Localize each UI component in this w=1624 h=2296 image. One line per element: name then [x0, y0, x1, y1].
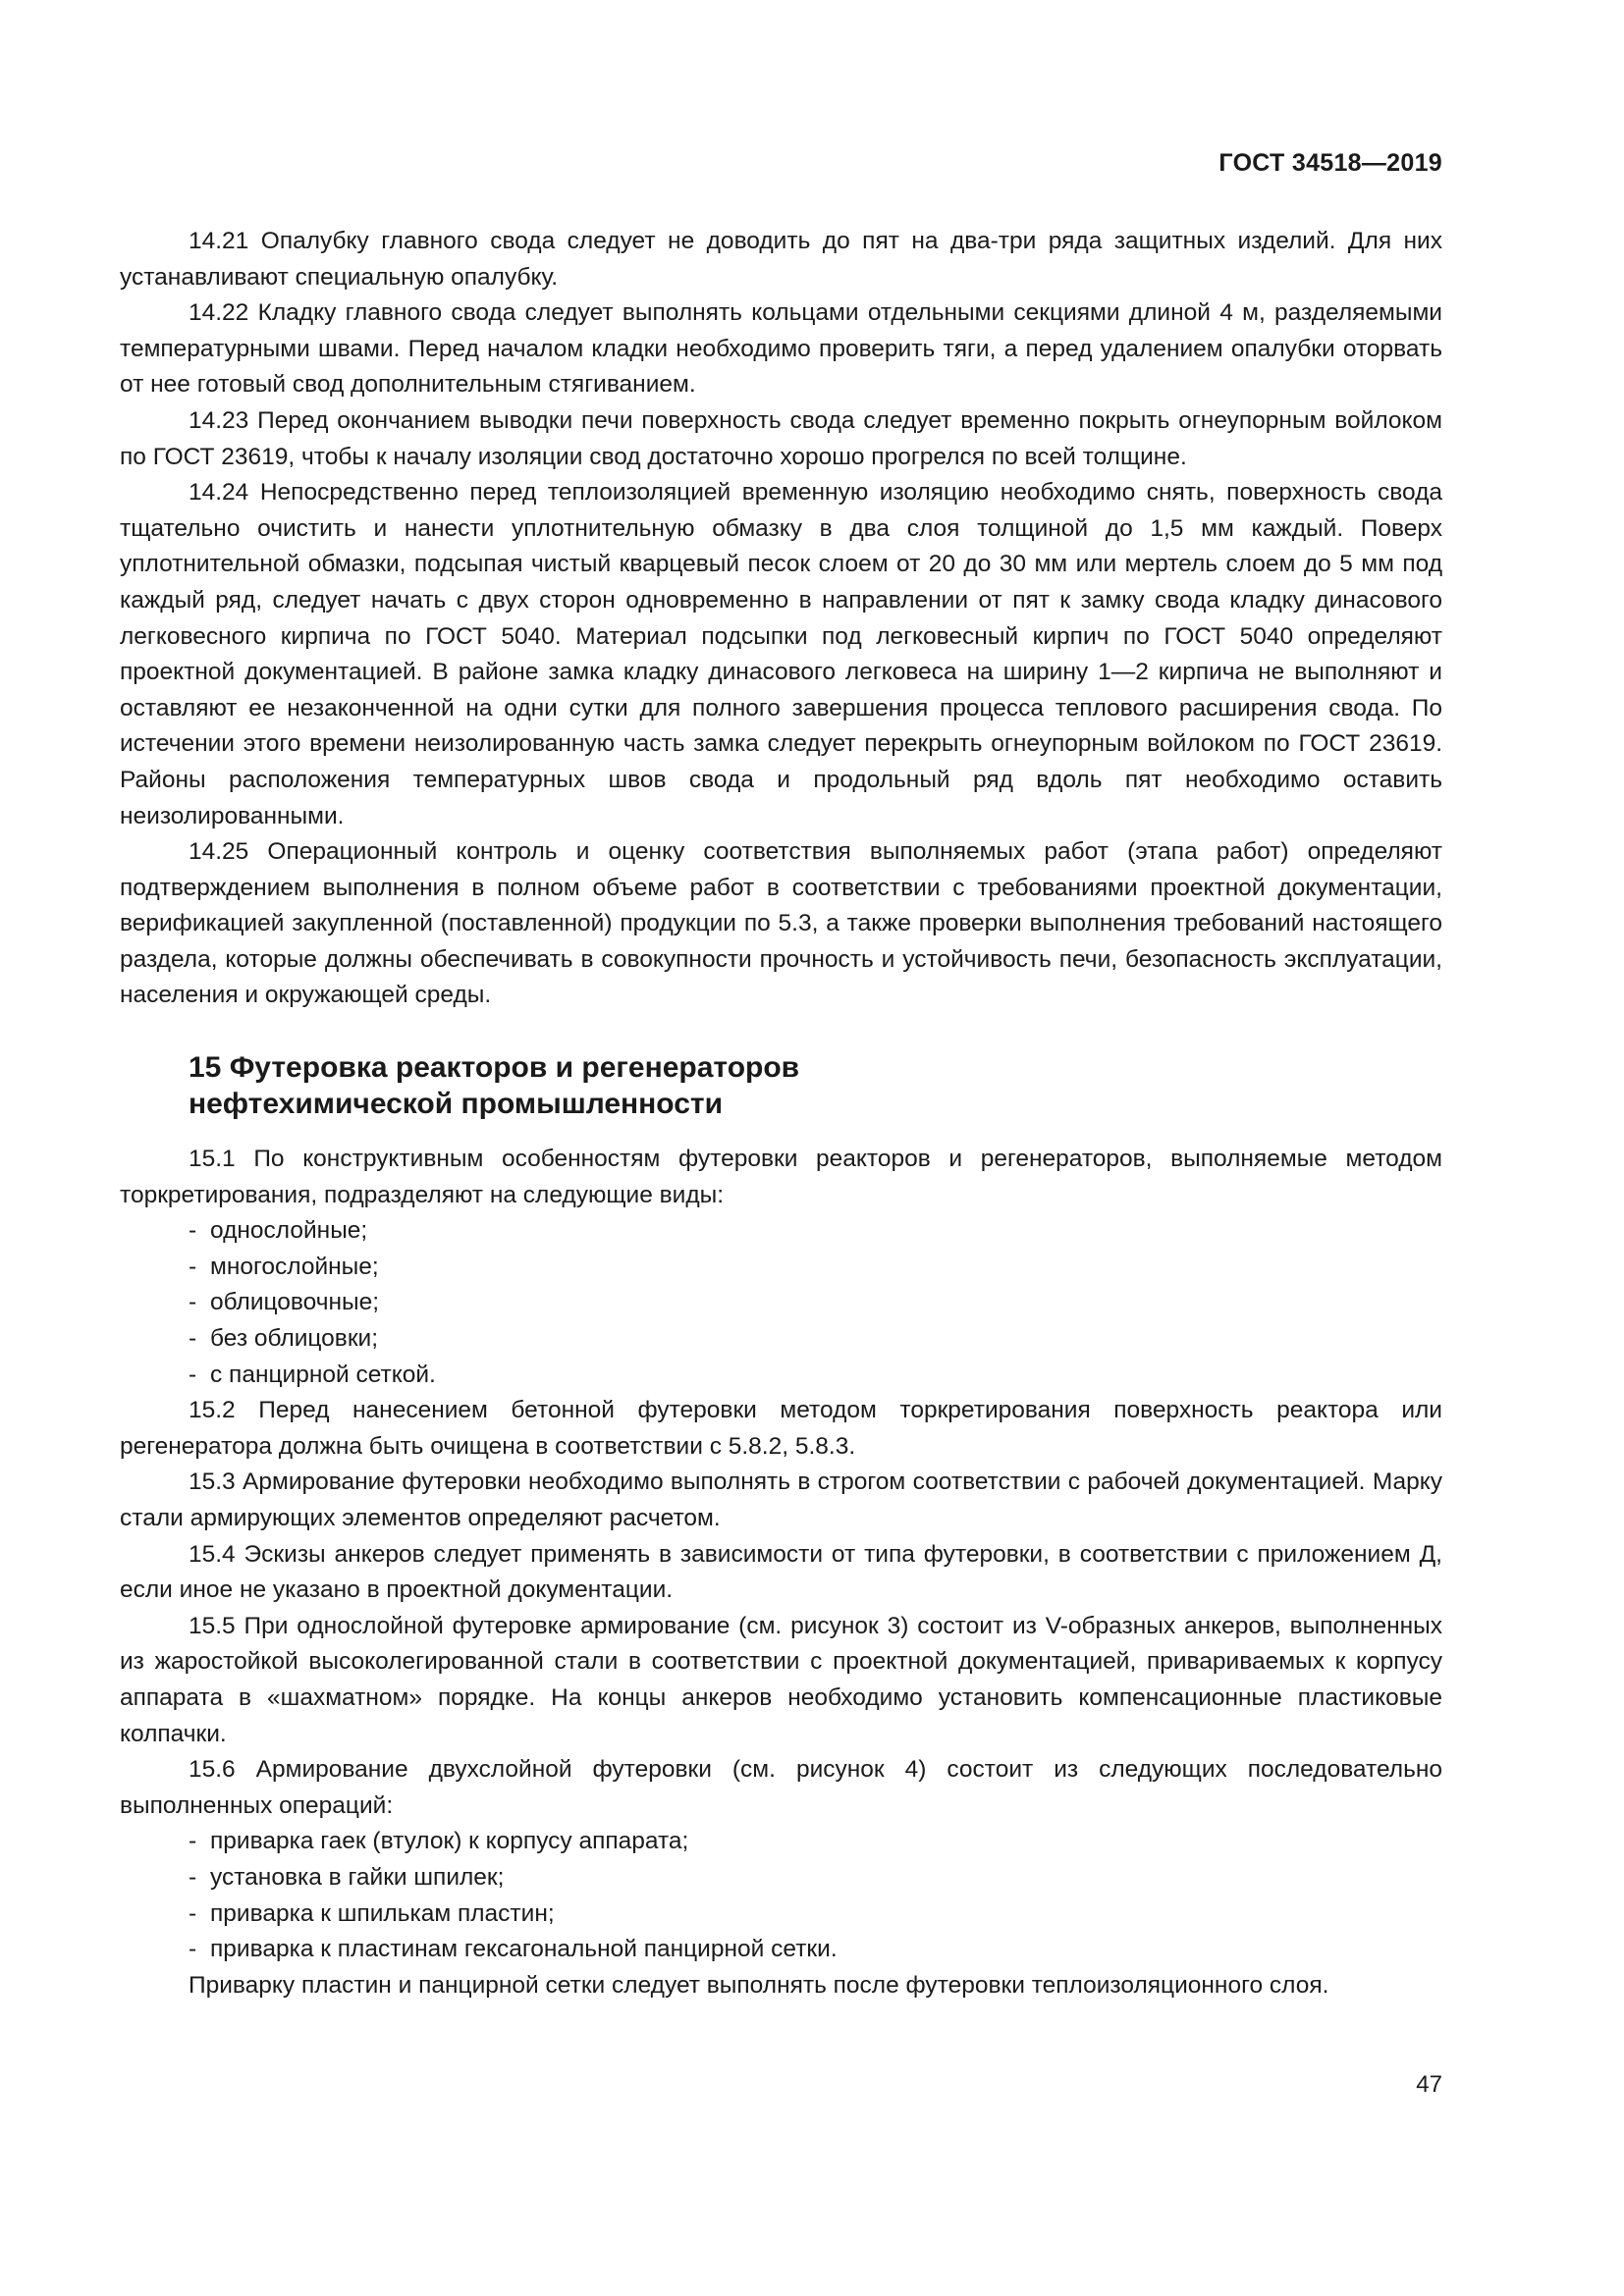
paragraph-15-6: 15.6 Армирование двухслойной футеровки (см. рисунок 4) состоит из следующих последовательно выполненных операций: — [120, 1756, 1442, 1819]
list-item-text: однослойные; — [210, 1217, 368, 1245]
dash-marker: - — [189, 1253, 197, 1280]
paragraph-15-4: 15.4 Эскизы анкеров следует применять в зависимости от типа футеровки, в соответствии с приложением Д, если иное не указано в проектной документации. — [120, 1540, 1442, 1604]
dash-marker: - — [189, 1217, 197, 1245]
dash-marker: - — [189, 1936, 197, 1963]
list-item — [189, 1824, 1442, 1860]
dash-marker: - — [189, 1863, 197, 1891]
list-item-text: приварка гаек (втулок) к корпусу аппарата; — [210, 1828, 689, 1855]
page-number: 47 — [1416, 2071, 1442, 2098]
section-15-title-line-2: нефтехимической промышленности — [189, 1088, 724, 1121]
document-code-header: ГОСТ 34518—2019 — [1218, 149, 1442, 177]
lining-types-list — [120, 1213, 1442, 1393]
list-item — [189, 1860, 1442, 1896]
list-item-text: многослойные; — [210, 1253, 379, 1280]
paragraph-15-3: 15.3 Армирование футеровки необходимо выполнять в строгом соответствии с рабочей документацией. Марку стали армирующих элементов определяют расчетом. — [120, 1468, 1442, 1531]
list-item — [189, 1358, 1442, 1394]
dash-marker: - — [189, 1828, 197, 1855]
document-page — [120, 0, 1442, 2296]
dash-marker: - — [189, 1361, 197, 1388]
list-item-text: приварка к пластинам гексагональной панцирной сетки. — [210, 1936, 838, 1963]
dash-marker: - — [189, 1899, 197, 1927]
list-item — [189, 1213, 1442, 1250]
paragraph-15-2: 15.2 Перед нанесением бетонной футеровки методом торкретирования поверхность реактора или регенератора должна быть очищена в соответствии с 5.8.2, 5.8.3. — [120, 1397, 1442, 1460]
section-15-title-line-1: 15 Футеровка реакторов и регенераторов — [189, 1051, 800, 1085]
list-item — [189, 1896, 1442, 1933]
dash-marker: - — [189, 1289, 197, 1316]
list-item — [189, 1932, 1442, 1968]
paragraph-14-25: 14.25 Операционный контроль и оценку соответствия выполняемых работ (этапа работ) определяют подтверждением выполнения в полном объеме работ в соответствии с требованиями проектной документации, верификацией закупленной (поставленной) продукции по 5.3, а также проверки выполнения требований настоящего раздела, которые должны обеспечивать в совокупности прочность и устойчивость печи, безопасность эксплуатации, населения и окружающей среды. — [120, 838, 1442, 1009]
paragraph-14-22: 14.22 Кладку главного свода следует выполнять кольцами отдельными секциями длиной 4 м, разделяемыми температурными швами. Перед началом кладки необходимо проверить тяги, а перед удалением опалубки оторвать от нее готовый свод дополнительным стягиванием. — [120, 299, 1442, 399]
paragraph-14-23: 14.23 Перед окончанием выводки печи поверхность свода следует временно покрыть огнеупорным войлоком по ГОСТ 23619, чтобы к началу изоляции свод достаточно хорошо прогрелся по всей толщине. — [120, 406, 1442, 470]
list-item-text: без облицовки; — [210, 1325, 379, 1353]
list-item — [189, 1285, 1442, 1321]
page-content — [120, 224, 1442, 2003]
paragraph-14-24: 14.24 Непосредственно перед теплоизоляцией временную изоляцию необходимо снять, поверхность свода тщательно очистить и нанести уплотнительную обмазку в два слоя толщиной до 1,5 мм каждый. Поверх уплотнительной обмазки, подсыпая чистый кварцевый песок слоем от 20 до 30 мм или мертель слоем до 5 мм под каждый ряд, следует начать с двух сторон одновременно в направлении от пят к замку свода кладку динасового легковесного кирпича по ГОСТ 5040. Материал подсыпки под легковесный кирпич по ГОСТ 5040 определяют проектной документацией. В районе замка кладку динасового легковеса на ширину 1—2 кирпича не выполняют и оставляют ее незаконченной на одни сутки для полного завершения процесса теплового расширения свода. По истечении этого времени неизолированную часть замка следует перекрыть огнеупорным войлоком по ГОСТ 23619. Районы расположения температурных швов свода и продольный ряд вдоль пят необходимо оставить неизолированными. — [120, 479, 1442, 829]
list-item-text: с панцирной сеткой. — [210, 1361, 436, 1388]
operations-list — [120, 1824, 1442, 1967]
paragraph-15-1: 15.1 По конструктивным особенностям футеровки реакторов и регенераторов, выполняемые методом торкретирования, подразделяют на следующие виды: — [120, 1146, 1442, 1208]
paragraph-final: Приварку пластин и панцирной сетки следует выполнять после футеровки теплоизоляционного слоя. — [189, 1971, 1329, 1999]
list-item-text: установка в гайки шпилек; — [210, 1863, 505, 1891]
paragraph-15-5: 15.5 При однослойной футеровке армирование (см. рисунок 3) состоит из V-образных анкеров, выполненных из жаростойкой высоколегированной стали в соответствии с проектной документацией, привариваемых к корпусу аппарата в «шахматном» порядке. На концы анкеров необходимо установить компенсационные пластиковые колпачки. — [120, 1612, 1442, 1747]
section-15-title — [189, 1049, 1442, 1122]
list-item-text: облицовочные; — [210, 1289, 380, 1316]
dash-marker: - — [189, 1325, 197, 1353]
list-item — [189, 1250, 1442, 1286]
list-item-text: приварка к шпилькам пластин; — [210, 1899, 555, 1927]
paragraph-14-21: 14.21 Опалубку главного свода следует не доводить до пят на два-три ряда защитных изделий. Для них устанавливают специальную опалубку. — [120, 228, 1442, 291]
list-item — [189, 1321, 1442, 1358]
